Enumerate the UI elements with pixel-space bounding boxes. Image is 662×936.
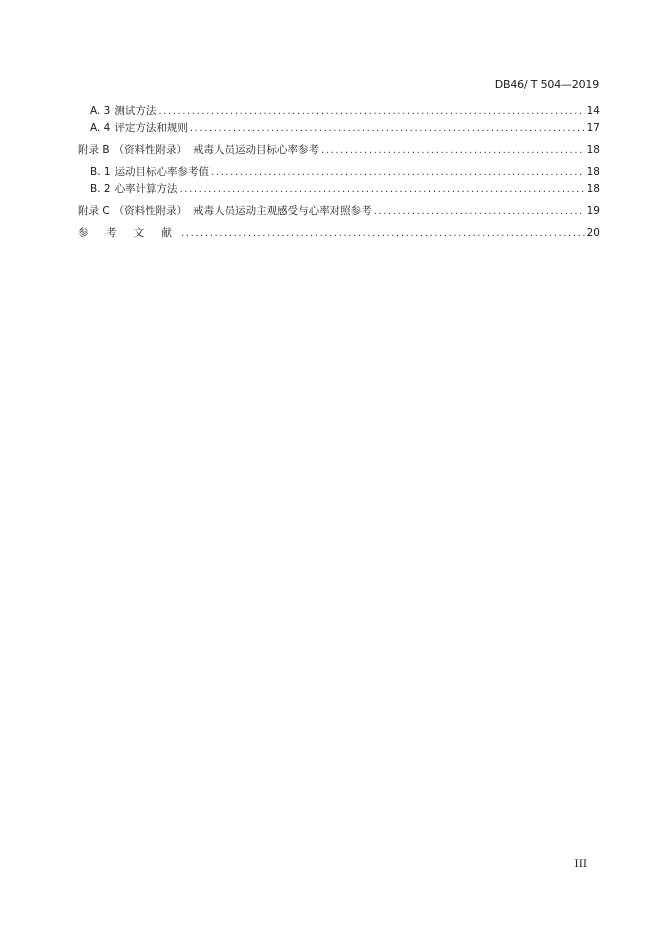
toc-entry-number: 附录 B <box>78 144 110 156</box>
document-code: DB46/ T 504—2019 <box>494 78 599 91</box>
toc-entry-text: 运动目标心率参考值 <box>114 166 210 178</box>
toc-entry-text: 测试方法 <box>114 105 157 117</box>
toc-entry-number: B. 2 <box>90 183 111 195</box>
toc-dot-leader <box>181 225 585 242</box>
toc-entry-text: 戒毒人员运动主观感受与心率对照参考 <box>193 205 372 217</box>
toc-entry-appendix-c[interactable] <box>78 203 600 220</box>
toc-entry-title <box>78 225 179 242</box>
toc-entry-text: 参 考 文 献 <box>78 227 180 239</box>
toc-dot-leader <box>180 181 585 198</box>
toc-entry-annex-type: （资料性附录） <box>113 205 188 217</box>
toc-dot-leader <box>374 203 585 220</box>
toc-entry-title <box>90 103 156 120</box>
toc-entry-a4[interactable] <box>78 120 600 137</box>
toc-entry-title <box>78 142 319 159</box>
table-of-contents <box>78 103 600 242</box>
toc-dot-leader <box>211 164 585 181</box>
toc-page-number: 18 <box>586 144 600 156</box>
toc-entry-number: B. 1 <box>90 166 111 178</box>
toc-entry-number: A. 3 <box>90 105 111 117</box>
toc-entry-title <box>90 164 209 181</box>
toc-page-number: 18 <box>586 166 600 178</box>
toc-entry-title <box>90 181 178 198</box>
toc-dot-leader <box>158 103 584 120</box>
page-number: III <box>574 858 587 870</box>
toc-entry-text: 评定方法和规则 <box>114 122 188 134</box>
toc-page-number: 18 <box>586 183 600 195</box>
toc-entry-title <box>90 120 188 137</box>
toc-entry-text: 心率计算方法 <box>114 183 178 195</box>
toc-entry-a3[interactable] <box>78 103 600 120</box>
toc-entry-title <box>78 203 372 220</box>
toc-entry-number: A. 4 <box>90 122 111 134</box>
toc-page-number: 19 <box>586 205 600 217</box>
toc-page-number: 17 <box>586 122 600 134</box>
toc-entry-b1[interactable] <box>78 164 600 181</box>
toc-entry-annex-type: （资料性附录） <box>113 144 188 156</box>
toc-page-number: 20 <box>586 227 600 239</box>
toc-entry-text: 戒毒人员运动目标心率参考 <box>193 144 320 156</box>
toc-entry-references[interactable] <box>78 225 600 242</box>
toc-dot-leader <box>321 142 585 159</box>
toc-dot-leader <box>190 120 585 137</box>
toc-entry-appendix-b[interactable] <box>78 142 600 159</box>
toc-entry-number: 附录 C <box>78 205 110 217</box>
toc-entry-b2[interactable] <box>78 181 600 198</box>
toc-page-number: 14 <box>586 105 600 117</box>
